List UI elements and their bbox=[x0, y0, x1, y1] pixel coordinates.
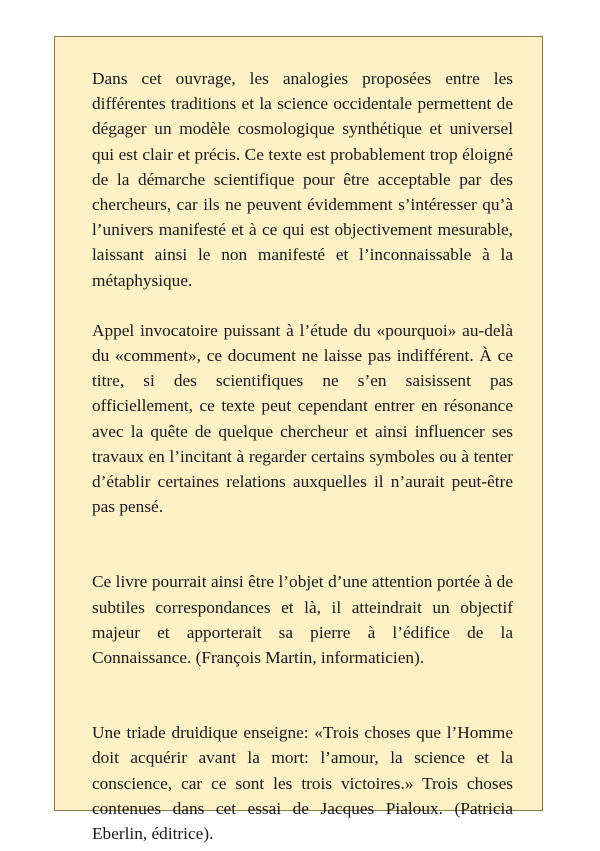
document-body bbox=[92, 66, 513, 846]
paragraph-3: Ce livre pourrait ainsi être l’objet d’une attention portée à de subtiles correspondances et là, il atteindrait un objectif majeur et apporterait sa pierre à l’édifice de la Connaissance. (François Martin, informaticien). bbox=[92, 572, 513, 668]
paragraph-1: Dans cet ouvrage, les analogies proposées entre les différentes traditions et la science occidentale permettent de dégager un modèle cosmologique synthétique et universel qui est clair et précis. Ce texte est probablement trop éloigné de la démarche scientifique pour être acceptable par des chercheurs, car ils ne peuvent évidemment s’intéresser qu’à l’univers manifesté et à ce qui est objectivement mesurable, laissant ainsi le non manifesté et l’inconnaissable à la métaphysique. bbox=[92, 69, 513, 290]
paragraph-4: Une triade druidique enseigne: «Trois choses que l’Homme doit acquérir avant la mort: l’amour, la science et la conscience, car ce sont les trois victoires.» Trois choses contenues dans cet essai de Jacques Pialoux. (Patricia Eberlin, éditrice). bbox=[92, 723, 513, 844]
text-panel bbox=[54, 36, 543, 844]
paragraph-2: Appel invocatoire puissant à l’étude du «pourquoi» au-delà du «comment», ce document ne laisse pas indifférent. À ce titre, si des scientifiques ne s’en saisissent pas officiellement, ce texte peut cependant entrer en résonance avec la quête de quelque chercheur et ainsi influencer ses travaux en l’incitant à regarder certains symboles ou à tenter d’établir certaines relations auxquelles il n’aurait peut-être pas pensé. bbox=[92, 320, 513, 517]
